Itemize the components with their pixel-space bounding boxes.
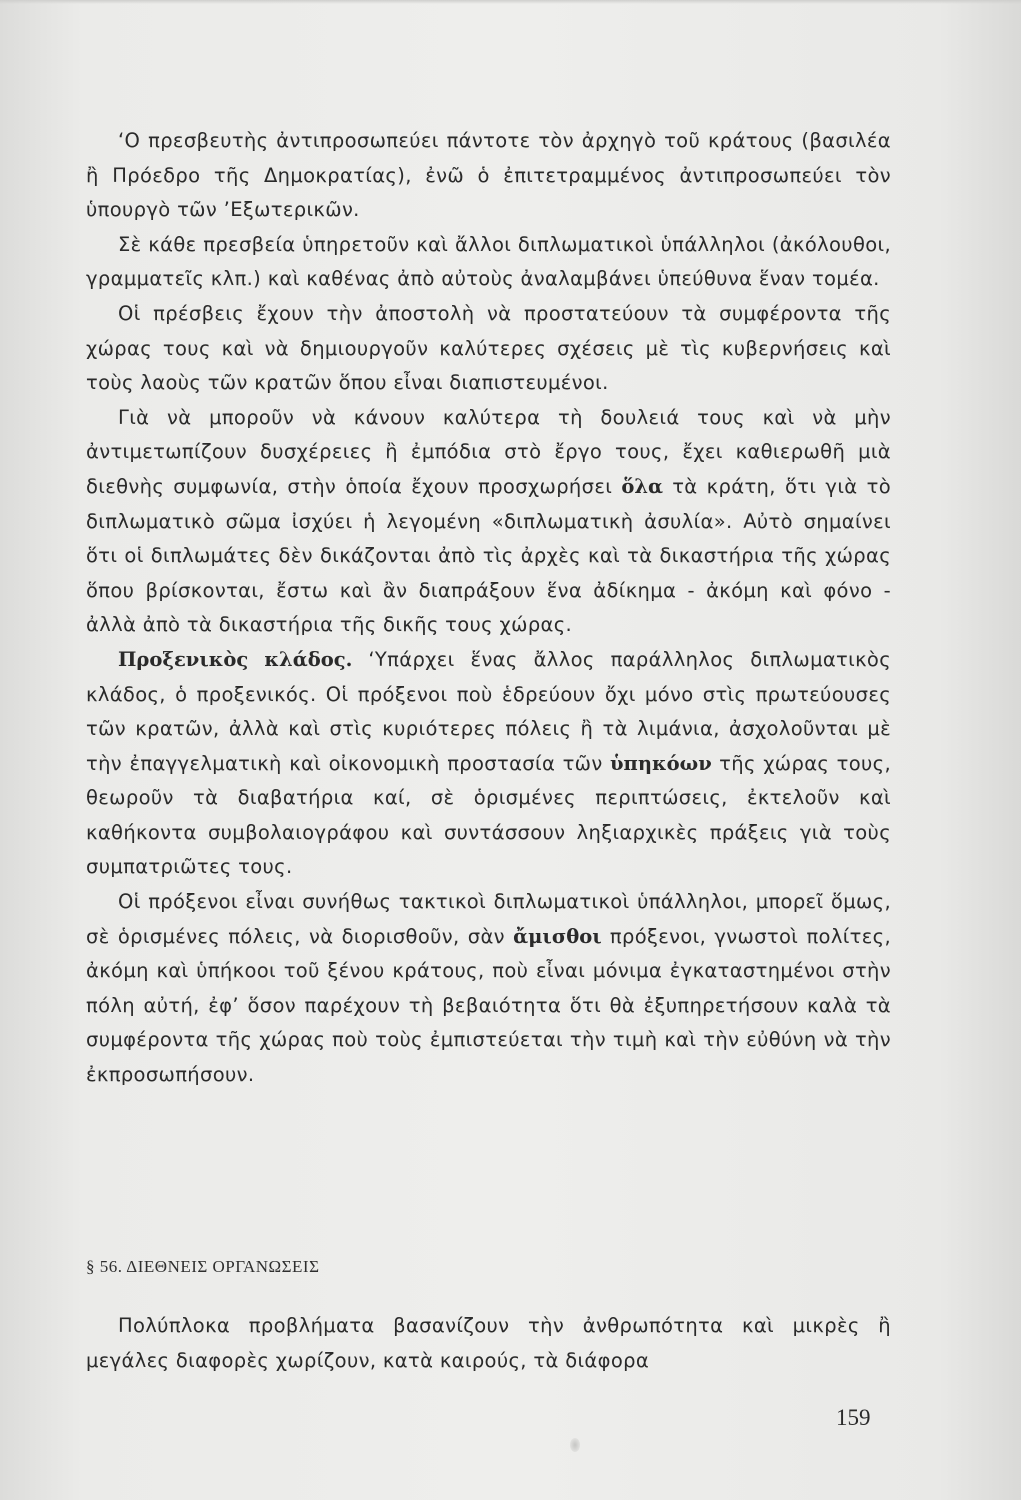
paragraph-diplomatic-immunity bbox=[86, 401, 891, 643]
paragraph-text: τὰ κράτη, ὅτι γιὰ τὸ διπλωματικὸ σῶμα ἰσχύει ἡ λεγομένη «διπλωματικὴ ἀσυλία». Αὐτὸ σημαίνει ὅτι οἱ διπλωμάτες δὲν δικάζονται ἀπὸ τὶς ἀρχὲς καὶ τὰ δικαστήρια τῆς χώρας ὅπου βρίσκονται, ἔστω καὶ ἂν διαπράξουν ἕνα ἀδίκημα - ἀκόμη καὶ φόνο - ἀλλὰ ἀπὸ τὰ δικαστήρια τῆς δικῆς τους χώρας. bbox=[86, 474, 892, 637]
emphasis-text: ἄμισθοι bbox=[513, 924, 602, 948]
section-heading: § 56. ΔΙΕΘΝΕΙΣ ΟΡΓΑΝΩΣΕΙΣ bbox=[86, 1257, 320, 1276]
paragraph-ambassador-mission bbox=[86, 297, 891, 401]
paragraph-consular-branch bbox=[86, 643, 891, 885]
page-top-edge bbox=[0, 0, 1021, 4]
body-text bbox=[86, 124, 891, 1093]
paragraph-ambassador bbox=[86, 124, 891, 228]
paper-stain bbox=[570, 1438, 580, 1452]
paragraph-text: Οἱ πρόξενοι εἶναι συνήθως τακτικοὶ διπλωματικοὶ ὑπάλληλοι, μπορεῖ ὅμως, σὲ ὁρισμένες πόλεις, νὰ διορισθοῦν, σὰν bbox=[86, 890, 891, 948]
subheading-consular-branch: Προξενικὸς κλάδος. bbox=[118, 647, 353, 671]
paragraph-text: ‘Ο πρεσβευτὴς ἀντιπροσωπεύει πάντοτε τὸν ἀρχηγὸ τοῦ κράτους (βασιλέα ἢ Πρόεδρο τῆς Δημοκρατίας), ἐνῶ ὁ ἐπιτετραμμένος ἀντιπροσωπεύει τὸν ὑπουργὸ τῶν ’Εξωτερικῶν. bbox=[86, 129, 891, 222]
paragraph-text: Σὲ κάθε πρεσβεία ὑπηρετοῦν καὶ ἄλλοι διπλωματικοὶ ὑπάλληλοι (ἀκόλουθοι, γραμματεῖς κλπ.) καὶ καθένας ἀπὸ αὐτοὺς ἀναλαμβάνει ὑπεύθυνα ἕναν τομέα. bbox=[86, 232, 891, 291]
paragraph-text: Οἱ πρέσβεις ἔχουν τὴν ἀποστολὴ νὰ προστατεύουν τὰ συμφέροντα τῆς χώρας τους καὶ νὰ δημιουργοῦν καλύτερες σχέσεις μὲ τὶς κυβερνήσεις καὶ τοὺς λαοὺς τῶν κρατῶν ὅπου εἶναι διαπιστευμένοι. bbox=[86, 301, 891, 395]
page-number: 159 bbox=[836, 1405, 871, 1430]
paragraph-text: πρόξενοι, γνωστοὶ πολίτες, ἀκόμη καὶ ὑπήκοοι τοῦ ξένου κράτους, ποὺ εἶναι μόνιμα ἐγκαταστημένοι στὴν πόλη αὐτή, ἐφ’ ὅσον παρέχουν τὴ βεβαιότητα ὅτι θὰ ἐξυπηρετήσουν καλὰ τὰ συμφέροντα τῆς χώρας ποὺ τοὺς ἐμπιστεύεται τὴν τιμὴ καὶ τὴν εὐθύνη νὰ τὴν ἐκπροσωπήσουν. bbox=[86, 924, 891, 1087]
emphasis-text: ὑπηκόων bbox=[610, 751, 712, 775]
paragraph-consuls bbox=[86, 885, 891, 1093]
paragraph-text: τῆς χώρας τους, θεωροῦν τὰ διαβατήρια καί, σὲ ὁρισμένες περιπτώσεις, ἐκτελοῦν καὶ καθήκοντα συμβολαιογράφου καὶ συντάσσουν ληξιαρχικὲς πράξεις γιὰ τοὺς συμπατριῶτες τους. bbox=[86, 751, 891, 879]
section-body-text bbox=[86, 1309, 891, 1378]
paragraph-text: ‘Υπάρχει ἕνας ἄλλος παράλληλος διπλωματικὸς κλάδος, ὁ προξενικός. Οἱ πρόξενοι ποὺ ἑδρεύουν ὄχι μόνο στὶς πρωτεύουσες τῶν κρατῶν, ἀλλὰ καὶ στὶς κυριότερες πόλεις ἢ τὰ λιμάνια, ἀσχολοῦνται μὲ τὴν ἐπαγγελματικὴ καὶ οἰκονομικὴ προστασία τῶν bbox=[86, 647, 892, 775]
paragraph-embassy-staff bbox=[86, 228, 891, 297]
paragraph-text: Γιὰ νὰ μποροῦν νὰ κάνουν καλύτερα τὴ δουλειά τους καὶ νὰ μὴν ἀντιμετωπίζουν δυσχέρειες ἢ ἐμπόδια στὸ ἔργο τους, ἔχει καθιερωθῆ μιὰ διεθνὴς συμφωνία, στὴν ὁποία ἔχουν προσχωρήσει bbox=[86, 405, 891, 498]
emphasis-text: ὅλα bbox=[621, 474, 664, 498]
section-paragraph: Πολύπλοκα προβλήματα βασανίζουν τὴν ἀνθρωπότητα καὶ μικρὲς ἢ μεγάλες διαφορὲς χωρίζουν, κατὰ καιρούς, τὰ διάφορα bbox=[86, 1314, 891, 1372]
